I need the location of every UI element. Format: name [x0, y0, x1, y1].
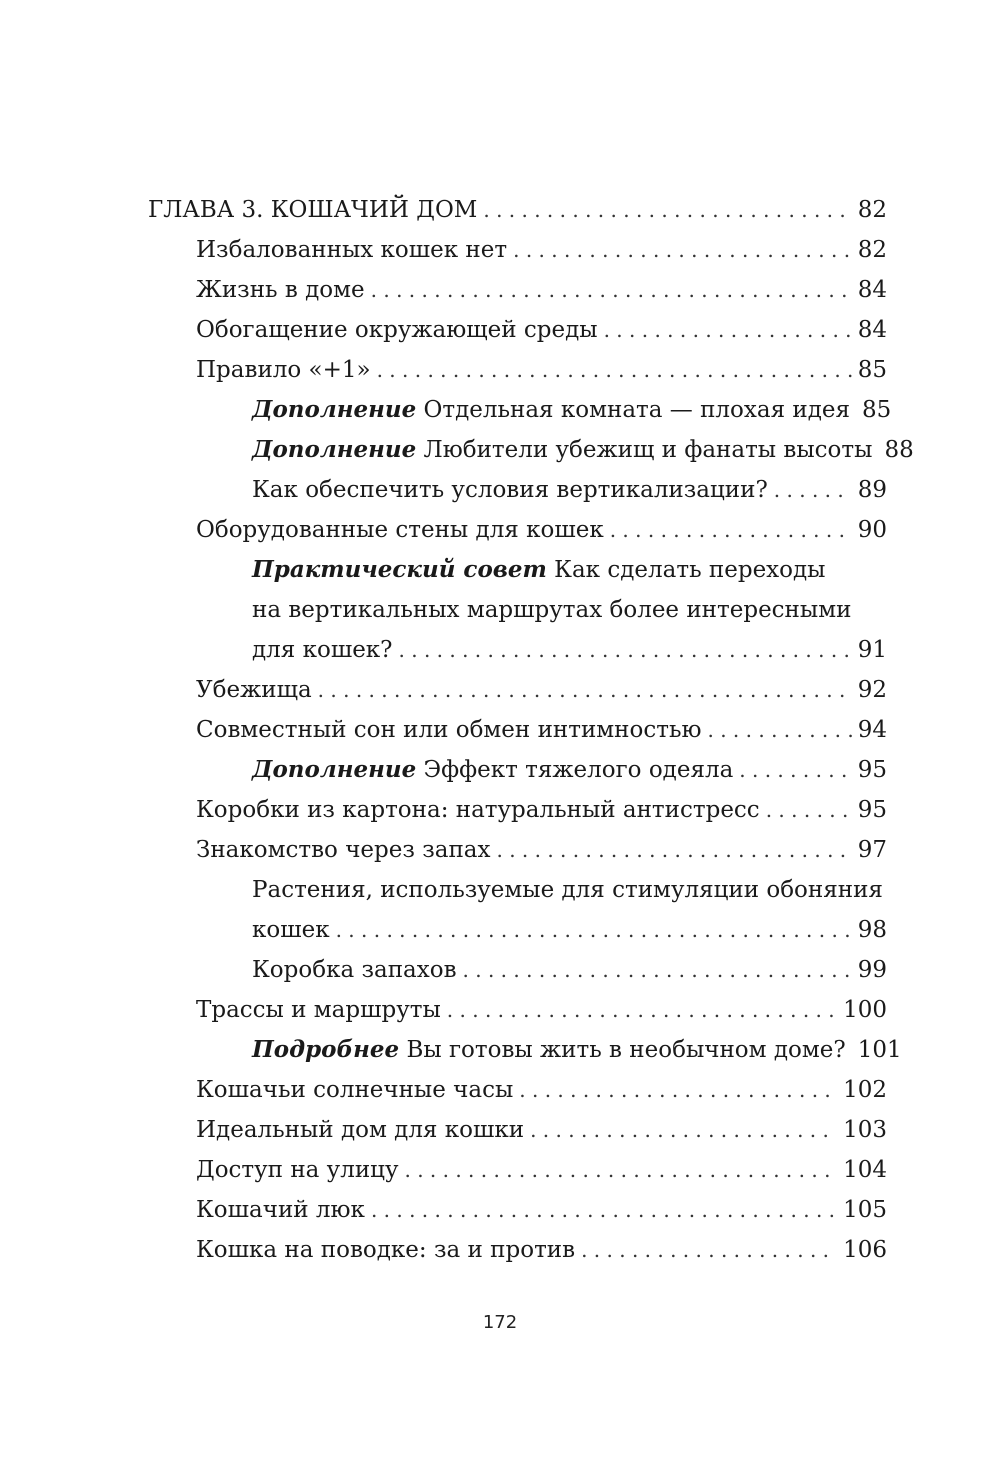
entry-title: Коробки из картона: натуральный антистресс [196, 797, 760, 823]
page-number: 85 [862, 397, 892, 423]
entry-title: Кошачий люк [196, 1197, 365, 1223]
toc-subentry [252, 470, 1000, 510]
page-number: 95 [857, 797, 887, 823]
toc-entry [196, 270, 1000, 310]
leader-dots [404, 1150, 837, 1190]
entry-title: Оборудованные стены для кошек [196, 517, 604, 543]
leader-dots [708, 710, 852, 750]
leader-dots [483, 190, 851, 230]
toc-entry [196, 350, 1000, 390]
leader-dots [519, 1070, 837, 1110]
entry-title: Трассы и маршруты [196, 997, 441, 1023]
entry-title [252, 430, 872, 470]
table-of-contents [0, 190, 1000, 1270]
page-number: 82 [857, 237, 887, 263]
page-number: 89 [857, 477, 887, 503]
entry-lead: Подробнее [252, 1036, 400, 1063]
page-number: 90 [857, 517, 887, 543]
toc-entry [196, 830, 1000, 870]
leader-dots [318, 670, 852, 710]
toc-entry [196, 1110, 1000, 1150]
leader-dots [377, 350, 852, 390]
toc-entry [196, 310, 1000, 350]
entry-title: Обогащение окружающей среды [196, 317, 598, 343]
entry-title [252, 1030, 846, 1070]
entry-title: Кошачьи солнечные часы [196, 1077, 514, 1103]
toc-subentry [252, 1030, 1000, 1070]
entry-title: Убежища [196, 677, 312, 703]
entry-lead: Дополнение [252, 396, 417, 423]
leader-dots [604, 310, 852, 350]
page-number: 104 [843, 1157, 887, 1183]
leader-dots [513, 230, 852, 270]
page-number: 100 [843, 997, 887, 1023]
entry-title: Жизнь в доме [196, 277, 365, 303]
entry-title-text: Любители убежищ и фанаты высоты [423, 437, 873, 463]
toc-entry [196, 1190, 1000, 1230]
page-number: 99 [857, 957, 887, 983]
page-number: 94 [857, 717, 887, 743]
entry-title: Доступ на улицу [196, 1157, 399, 1183]
entry-title: Правило «+1» [196, 357, 371, 383]
toc-entry [196, 1230, 1000, 1270]
toc-entry [196, 790, 1000, 830]
chapter-title: ГЛАВА 3. КОШАЧИЙ ДОМ [148, 197, 478, 223]
entry-title: Кошка на поводке: за и против [196, 1237, 576, 1263]
leader-dots [447, 990, 837, 1030]
page-number: 92 [857, 677, 887, 703]
toc-entry [196, 230, 1000, 270]
page-number: 106 [843, 1237, 887, 1263]
leader-dots [581, 1230, 837, 1270]
toc-entry [196, 1070, 1000, 1110]
toc-entry [196, 670, 1000, 710]
toc-subentry [252, 550, 1000, 670]
page-number: 102 [843, 1077, 887, 1103]
entry-title-line2: на вертикальных маршрутах более интересными [252, 597, 852, 623]
entry-title: Идеальный дом для кошки [196, 1117, 525, 1143]
leader-dots [530, 1110, 837, 1150]
entry-lead: Практический совет [252, 556, 547, 583]
leader-dots [399, 630, 852, 670]
leader-dots [739, 750, 851, 790]
page-number: 101 [857, 1037, 902, 1063]
entry-title [252, 390, 850, 430]
page-number: 85 [857, 357, 887, 383]
entry-title: Как обеспечить условия вертикализации? [252, 477, 768, 503]
toc-entry [196, 1150, 1000, 1190]
entry-title [252, 750, 733, 790]
entry-title-text: Эффект тяжелого одеяла [423, 757, 734, 783]
toc-chapter-entry [148, 190, 1000, 230]
entry-title: Совместный сон или обмен интимностью [196, 717, 702, 743]
toc-subentry [252, 870, 1000, 950]
entry-title: Избалованных кошек нет [196, 237, 508, 263]
leader-dots [766, 790, 852, 830]
page-folio: 172 [482, 1312, 518, 1333]
toc-subentry [252, 950, 1000, 990]
entry-title-line3: для кошек? [252, 637, 393, 663]
toc-subentry [252, 430, 1000, 470]
page-number: 105 [843, 1197, 887, 1223]
entry-title: Знакомство через запах [196, 837, 491, 863]
entry-title-line1: Как сделать переходы [554, 557, 826, 583]
page-number: 82 [857, 197, 887, 223]
page-number: 88 [884, 437, 914, 463]
leader-dots [463, 950, 852, 990]
leader-dots [774, 470, 852, 510]
entry-title: Коробка запахов [252, 957, 457, 983]
leader-dots [336, 910, 852, 950]
page-number: 98 [857, 917, 887, 943]
leader-dots [610, 510, 852, 550]
entry-lead: Дополнение [252, 756, 417, 783]
page-number: 97 [857, 837, 887, 863]
toc-entry [196, 710, 1000, 750]
page-number: 84 [857, 317, 887, 343]
leader-dots [371, 270, 852, 310]
toc-entry [196, 510, 1000, 550]
page-number: 103 [843, 1117, 887, 1143]
entry-lead: Дополнение [252, 436, 417, 463]
entry-title-line2: кошек [252, 917, 330, 943]
leader-dots [496, 830, 851, 870]
toc-subentry [252, 390, 1000, 430]
leader-dots [371, 1190, 837, 1230]
toc-entry [196, 990, 1000, 1030]
page-number: 91 [857, 637, 887, 663]
entry-title-line1: Растения, используемые для стимуляции обоняния [252, 877, 883, 903]
page-number: 84 [857, 277, 887, 303]
page-number: 95 [857, 757, 887, 783]
entry-title-text: Отдельная комната — плохая идея [423, 397, 850, 423]
entry-title-text: Вы готовы жить в необычном доме? [406, 1037, 846, 1063]
toc-subentry [252, 750, 1000, 790]
